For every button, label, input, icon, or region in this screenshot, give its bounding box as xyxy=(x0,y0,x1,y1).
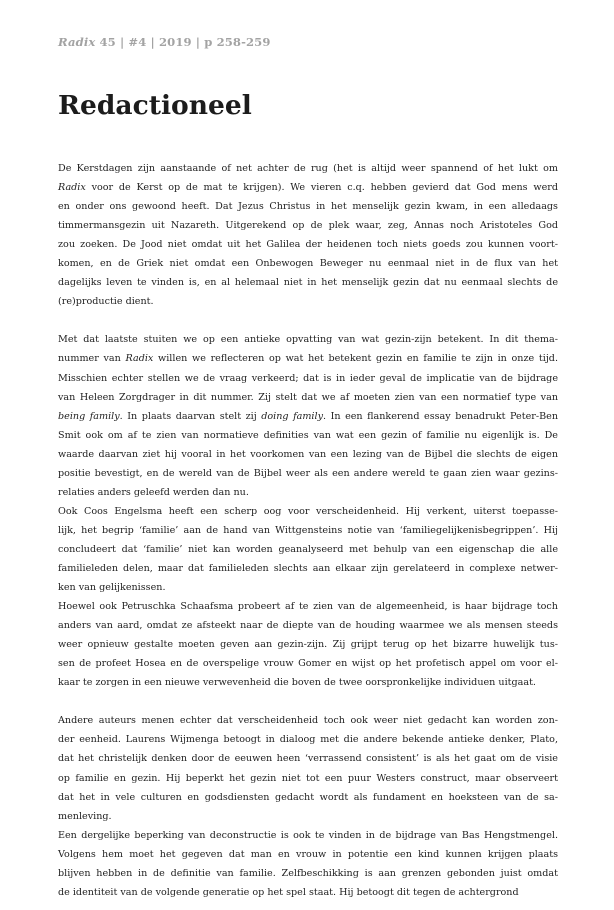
text-span: zou zoeken. De Jood niet omdat uit het Galilea der heidenen toch niets goeds zou kunnen voort- xyxy=(58,239,558,251)
text-span: concludeert dat ‘familie’ niet kan worden geanalyseerd met behulp van een eigenschap die alle xyxy=(58,543,558,555)
italic-span: Radix xyxy=(125,353,154,365)
text-line xyxy=(58,540,558,559)
text-line xyxy=(58,559,558,578)
text-span: . In een flankerend essay benadrukt Peter-Ben xyxy=(323,410,558,422)
text-line xyxy=(58,235,558,254)
text-span: sen de profeet Hosea en de overspelige vrouw Gomer en wijst op het profetisch appel om voor el- xyxy=(58,658,558,670)
italic-span: doing family xyxy=(261,410,323,422)
text-line xyxy=(58,749,558,768)
page-title: Redactioneel xyxy=(58,90,252,121)
italic-span: being family xyxy=(58,410,120,422)
text-span: de identiteit van de volgende generatie op het spel staat. Hij betoogt dit tegen de achtergrond xyxy=(58,886,519,898)
text-line xyxy=(58,388,558,407)
text-span: dat het in vele culturen en godsdiensten gedacht wordt als fundament en hoeksteen van de sa- xyxy=(58,791,558,803)
text-span: Ook Coos Engelsma heeft een scherp oog voor verscheidenheid. Hij verkent, uiterst toepasse- xyxy=(58,505,558,517)
text-span: Met dat laatste stuiten we op een antieke opvatting van wat gezin-zijn betekent. In dit thema- xyxy=(58,334,558,346)
text-span: Een dergelijke beperking van deconstructie is ook te vinden in de bijdrage van Bas Hengstmengel. xyxy=(58,829,558,841)
text-span: voor de Kerst op de mat te krijgen). We vieren c.q. hebben gevierd dat God mens werd xyxy=(85,182,558,194)
text-span: anders van aard, omdat ze afsteekt naar de diepte van de houding waarmee we als mensen steeds xyxy=(58,620,558,632)
text-span: der eenheid. Laurens Wijmenga betoogt in dialoog met die andere bekende antieke denker, Plato, xyxy=(58,734,558,746)
text-line xyxy=(58,635,558,654)
text-line xyxy=(58,616,558,635)
text-line xyxy=(58,730,558,749)
text-span: kaar te zorgen in een nieuwe verwevenheid die boven de twee oorspronkelijke individuen uitgaat. xyxy=(58,677,536,689)
text-span: Smit ook om af te zien van normatieve definities van wat een gezin of familie nu eigenlijk is. De xyxy=(58,429,558,441)
text-line xyxy=(58,711,558,730)
text-span: De Kerstdagen zijn aanstaande of net achter de rug (het is altijd weer spannend of het lukt om xyxy=(58,163,558,174)
text-line xyxy=(58,254,558,273)
text-span: nummer van xyxy=(58,353,126,365)
text-span: van Heleen Zorgdrager in dit nummer. Zij stelt dat we af moeten zien van een normatief type van xyxy=(58,391,558,403)
text-line xyxy=(58,445,558,464)
text-span: positie bevestigt, en de wereld van de Bijbel weer als een andere wereld te gaan zien waar gezins- xyxy=(58,467,558,479)
text-line xyxy=(58,826,558,845)
text-line xyxy=(58,769,558,788)
text-line xyxy=(58,483,558,502)
text-line xyxy=(58,407,558,426)
text-span: (re)productie dient. xyxy=(58,296,154,308)
text-line xyxy=(58,426,558,445)
text-span: en onder ons gewoond heeft. Dat Jezus Christus in het menselijk gezin kwam, in een alledaags xyxy=(58,201,558,213)
text-line xyxy=(58,330,558,349)
text-span: timmermansgezin uit Nazareth. Uitgerekend op de plek waar, zeg, Annas noch Aristoteles God xyxy=(58,220,558,232)
text-span: ken van gelijkenissen. xyxy=(58,582,166,594)
text-line xyxy=(58,369,558,388)
text-span: lijk, het begrip ‘familie’ aan de hand van Wittgensteins notie van ‘familiegelijkenisbegrippen’. Hij xyxy=(58,524,558,536)
running-header xyxy=(58,35,271,49)
text-span: Hoewel ook Petruschka Schaafsma probeert af te zien van de algemeenheid, is haar bijdrage toch xyxy=(58,601,558,613)
text-line xyxy=(58,673,558,692)
text-span: relaties anders geleefd werden dan nu. xyxy=(58,486,249,498)
text-line xyxy=(58,654,558,673)
text-span: Andere auteurs menen echter dat verscheidenheid toch ook weer niet gedacht kan worden zon- xyxy=(58,715,558,727)
text-span: blijven hebben in de definitie van familie. Zelfbeschikking is aan grenzen gebonden juist omdat xyxy=(58,867,558,879)
text-line xyxy=(58,883,558,902)
text-span: dagelijks leven te vinden is, en al helemaal niet in het menselijk gezin dat nu eenmaal slechts de xyxy=(58,277,558,289)
text-span: Volgens hem moet het gegeven dat man en vrouw in potentie een kind kunnen krijgen plaats xyxy=(58,848,558,860)
issue-info: 45 | #4 | 2019 | p 258-259 xyxy=(99,35,271,49)
text-span: komen, en de Griek niet omdat een Onbewogen Beweger nu eenmaal niet in de flux van het xyxy=(58,258,558,270)
text-line xyxy=(58,464,558,483)
text-span: menleving. xyxy=(58,810,112,822)
text-line xyxy=(58,216,558,235)
text-line xyxy=(58,292,558,311)
text-span: willen we reflecteren op wat het betekent gezin en familie te zijn in onze tijd. xyxy=(153,353,558,365)
text-span: Misschien echter stellen we de vraag verkeerd; dat is in ieder geval de implicatie van de bijdrage xyxy=(58,372,558,384)
text-span: waarde daarvan ziet hij vooral in het voorkomen van een lezing van de Bijbel die slechts de eigen xyxy=(58,448,558,460)
text-span: . In plaats daarvan stelt zij xyxy=(119,410,262,422)
text-line xyxy=(58,597,558,616)
text-line xyxy=(58,521,558,540)
text-span: dat het christelijk denken door de eeuwen heen ‘verrassend consistent’ is als het gaat om de visie xyxy=(58,753,558,765)
text-line xyxy=(58,578,558,597)
text-line xyxy=(58,788,558,807)
text-line xyxy=(58,159,558,178)
text-line xyxy=(58,845,558,864)
paragraph-gap xyxy=(58,692,558,711)
text-span: familieleden delen, maar dat familieleden slechts aan elkaar zijn gerelateerd in complexe netwer- xyxy=(58,562,558,574)
paragraph-gap xyxy=(58,311,558,330)
article-body xyxy=(58,159,558,902)
text-span: op familie en gezin. Hij beperkt het gezin niet tot een puur Westers construct, maar observeert xyxy=(58,772,558,784)
italic-span: Radix xyxy=(58,182,86,194)
text-line xyxy=(58,807,558,826)
text-line xyxy=(58,864,558,883)
text-line xyxy=(58,273,558,292)
journal-name: Radix xyxy=(58,35,96,49)
text-line xyxy=(58,197,558,216)
text-line xyxy=(58,178,558,197)
text-span: weer opnieuw gestalte moeten geven aan gezin-zijn. Zij grijpt terug op het bizarre huwelijk tus- xyxy=(58,639,558,651)
text-line xyxy=(58,349,558,368)
text-line xyxy=(58,502,558,521)
